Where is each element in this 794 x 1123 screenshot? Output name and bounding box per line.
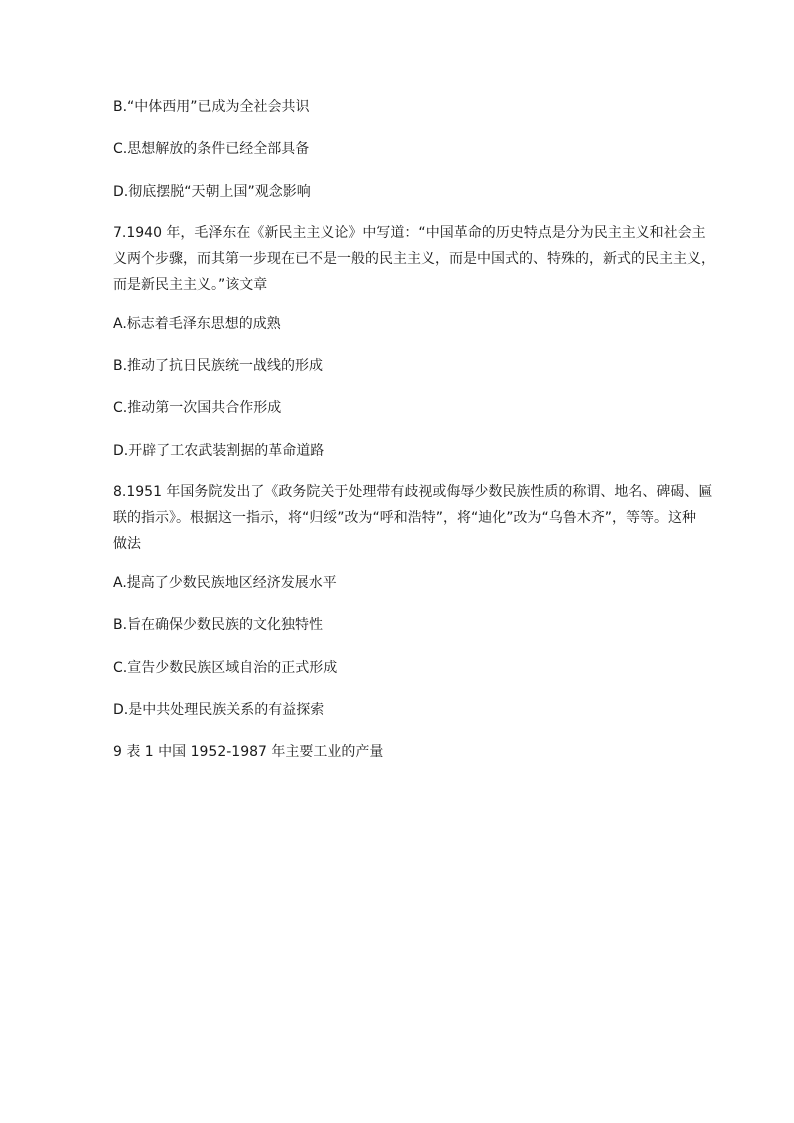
q6-option-d: D.彻底摆脱“天朝上国”观念影响 <box>113 184 311 200</box>
q8-stem-line-2: 联的指示》。根据这一指示，将“归绥”改为“呼和浩特”，将“迪化”改为“乌鲁木齐”，等等。这种 <box>113 510 697 526</box>
q7-option-d: D.开辟了工农武装割据的革命道路 <box>113 443 325 459</box>
q8-stem-line-3: 做法 <box>113 536 141 552</box>
q8-option-b: B.旨在确保少数民族的文化独特性 <box>113 617 324 633</box>
q7-stem-line-1: 7.1940 年，毛泽东在《新民主主义论》中写道：“中国革命的历史特点是分为民主主义和社会主 <box>113 225 706 241</box>
q6-option-b: B.“中体西用”已成为全社会共识 <box>113 99 310 115</box>
q7-option-a: A.标志着毛泽东思想的成熟 <box>113 316 281 332</box>
q7-option-c: C.推动第一次国共合作形成 <box>113 400 282 416</box>
q8-option-d: D.是中共处理民族关系的有益探索 <box>113 702 325 718</box>
q7-stem <box>113 220 715 298</box>
q7-stem-line-2: 义两个步骤，而其第一步现在已不是一般的民主主义，而是中国式的、特殊的，新式的民主主义， <box>113 251 715 267</box>
q8-stem-line-1: 8.1951 年国务院发出了《政务院关于处理带有歧视或侮辱少数民族性质的称谓、地名、碑碣、匾 <box>113 484 713 500</box>
q9-stem: 9 表 1 中国 1952-1987 年主要工业的产量 <box>113 744 384 760</box>
q8-stem <box>113 479 713 557</box>
q8-option-c: C.宣告少数民族区域自治的正式形成 <box>113 660 338 676</box>
q6-option-c: C.思想解放的条件已经全部具备 <box>113 141 310 157</box>
q8-option-a: A.提高了少数民族地区经济发展水平 <box>113 575 337 591</box>
q7-stem-line-3: 而是新民主主义。”该文章 <box>113 277 268 293</box>
q7-option-b: B.推动了抗日民族统一战线的形成 <box>113 358 324 374</box>
